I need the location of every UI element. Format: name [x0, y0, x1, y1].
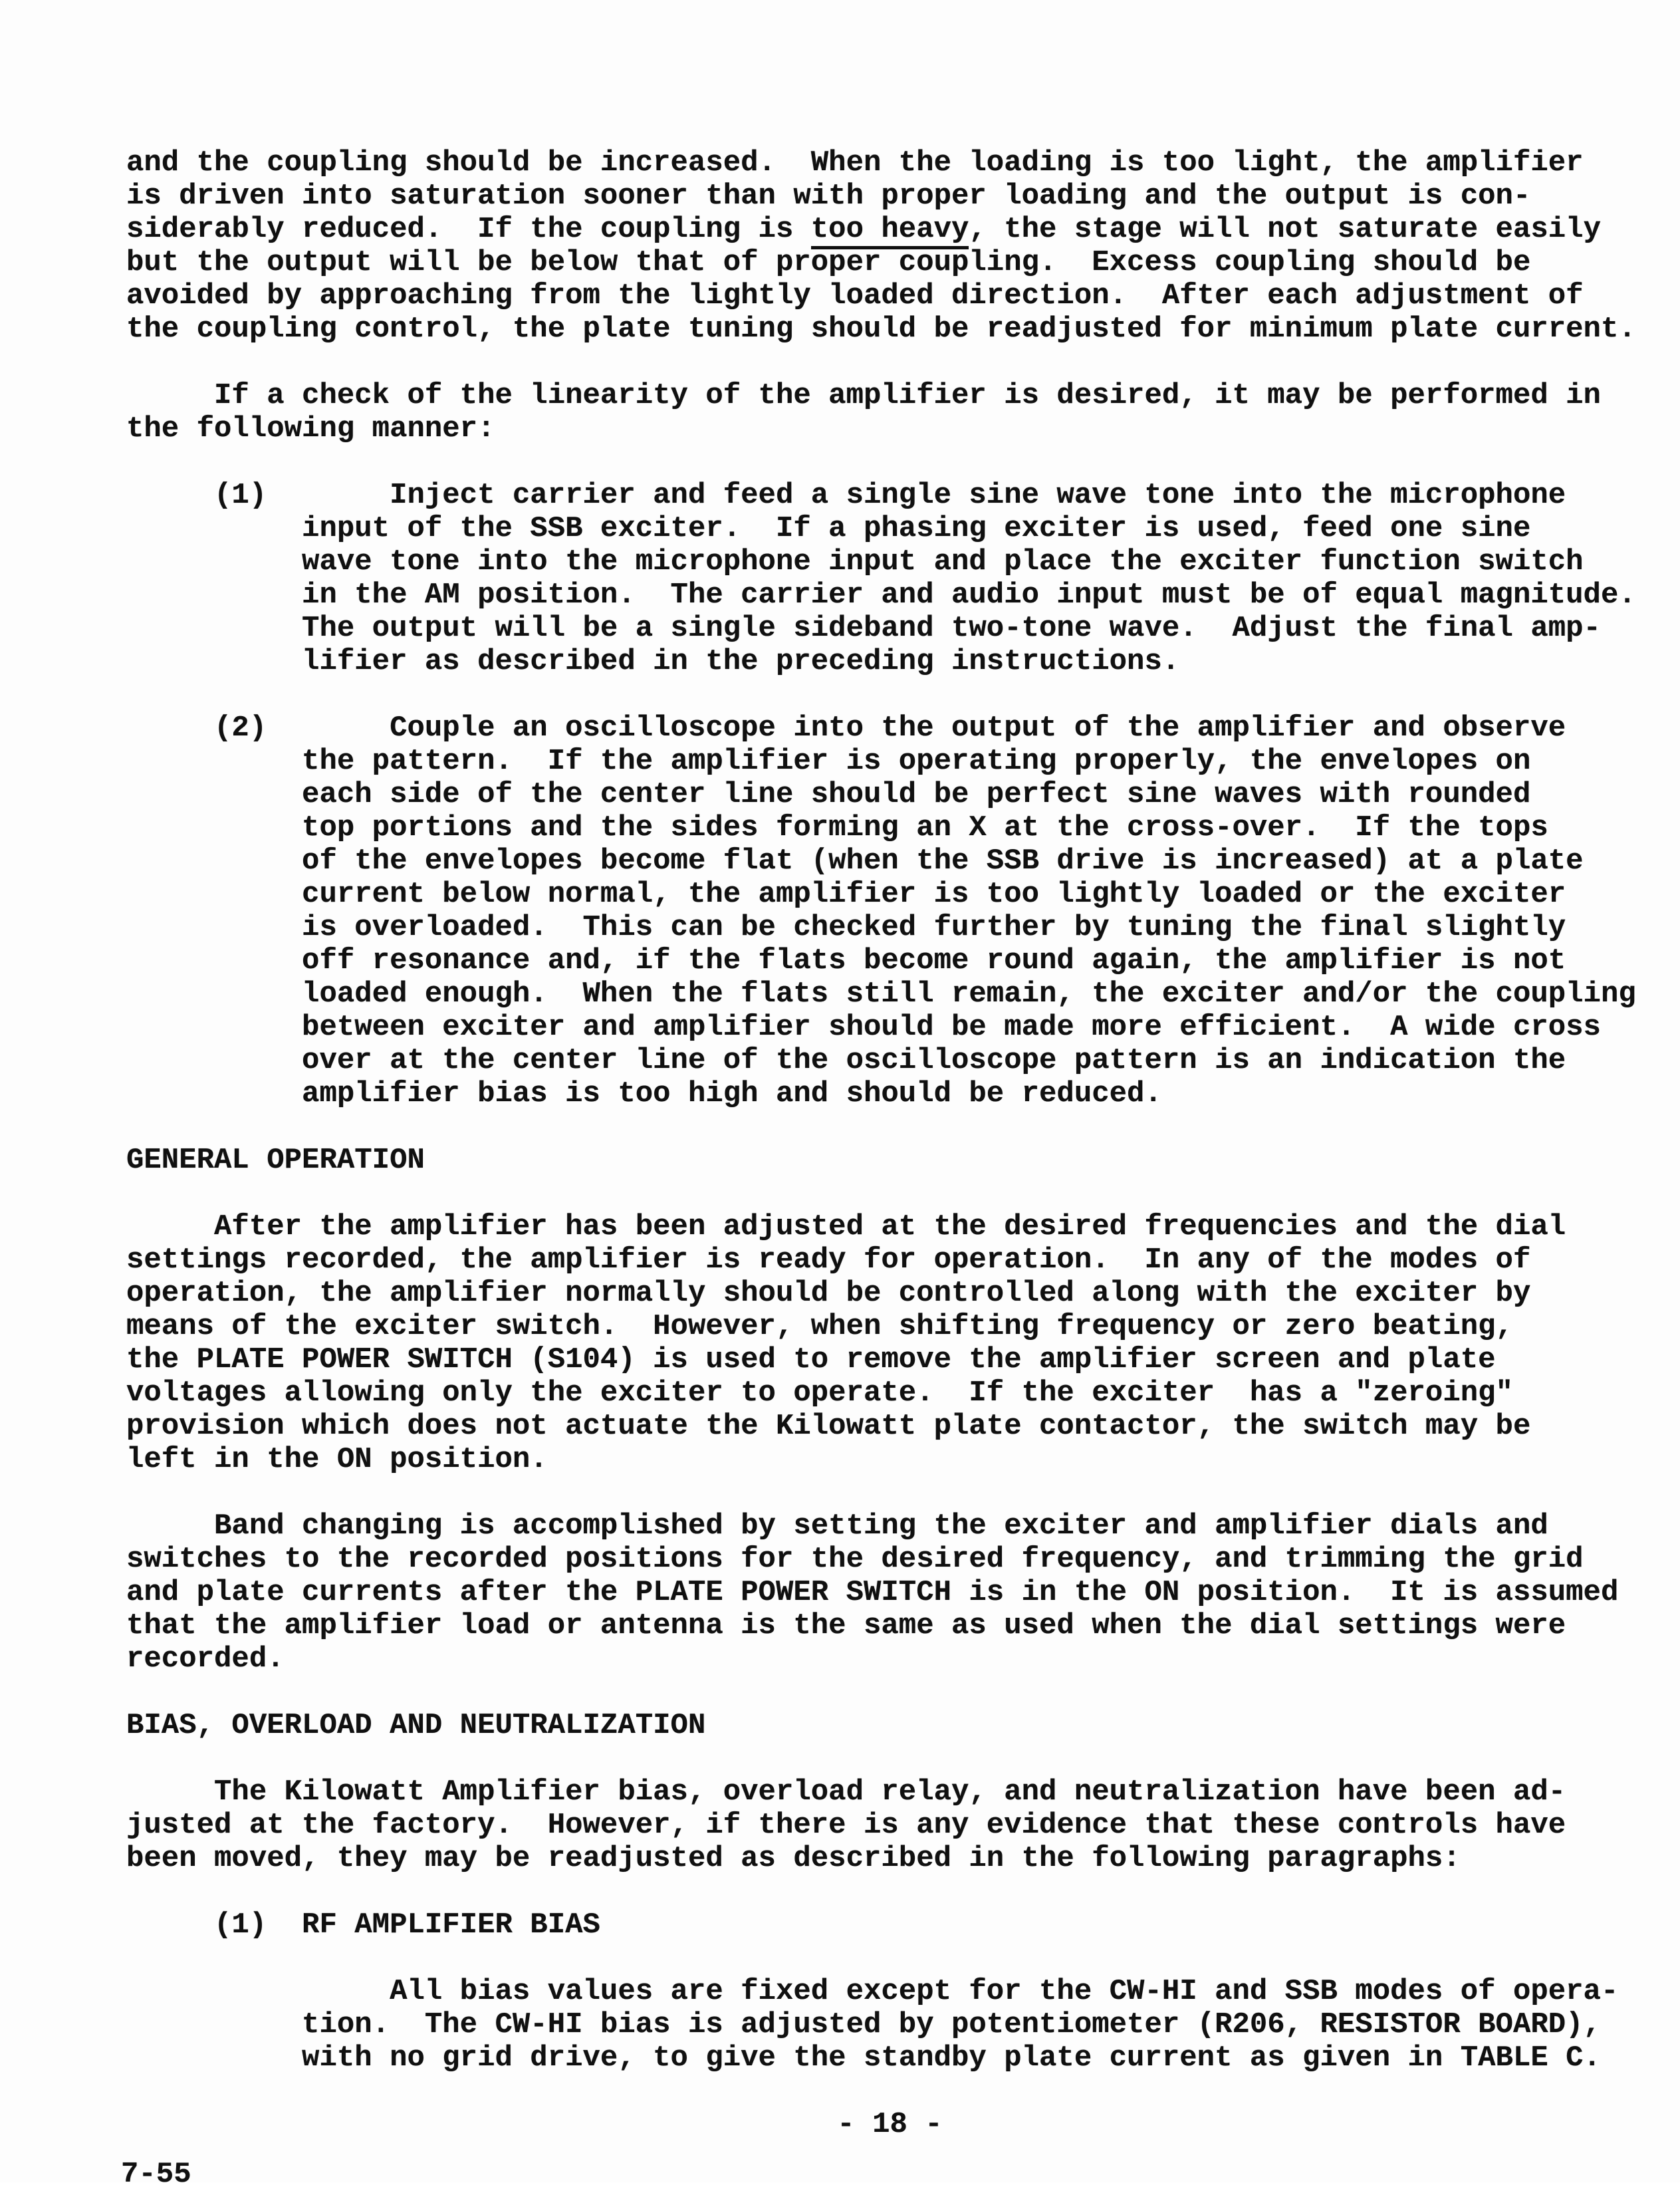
text-line: settings recorded, the amplifier is ready for operation. In any of the modes of — [126, 1243, 1531, 1277]
text-line: provision which does not actuate the Kilowatt plate contactor, the switch may be — [126, 1410, 1531, 1443]
text-line: is overloaded. This can be checked further by tuning the final slightly — [126, 911, 1566, 944]
section-heading-bias-overload-neutralization: BIAS, OVERLOAD AND NEUTRALIZATION — [126, 1709, 706, 1742]
text-line: the PLATE POWER SWITCH (S104) is used to remove the amplifier screen and plate — [126, 1343, 1496, 1376]
text-line: the following manner: — [126, 412, 495, 446]
list-item-1-inject-carrier — [126, 479, 1653, 678]
line-spacer — [126, 2075, 1653, 2108]
line-spacer — [126, 1476, 1653, 1509]
line-spacer — [126, 1676, 1653, 1709]
text-line: that the amplifier load or antenna is the same as used when the dial settings were — [126, 1609, 1566, 1642]
paragraph-linearity-check — [126, 379, 1653, 446]
text-line: If a check of the linearity of the amplifier is desired, it may be performed in — [126, 379, 1601, 412]
text-line: Band changing is accomplished by setting the exciter and amplifier dials and — [126, 1509, 1548, 1543]
page-number: - 18 - — [837, 2108, 943, 2141]
text-line: loaded enough. When the flats still remain, the exciter and/or the coupling — [126, 977, 1636, 1011]
text-line: wave tone into the microphone input and place the exciter function switch — [126, 545, 1584, 579]
text-line: amplifier bias is too high and should be reduced. — [126, 1077, 1162, 1110]
text-line: The Kilowatt Amplifier bias, overload relay, and neutralization have been ad- — [126, 1775, 1566, 1809]
text-line: left in the ON position. — [126, 1443, 548, 1476]
underlined-phrase: too heavy — [811, 213, 969, 249]
text-line: tion. The CW-HI bias is adjusted by potentiometer (R206, RESISTOR BOARD), — [126, 2008, 1601, 2041]
list-item-2-oscilloscope — [126, 711, 1653, 1110]
text-line: each side of the center line should be perfect sine waves with rounded — [126, 778, 1531, 811]
text-line: input of the SSB exciter. If a phasing exciter is used, feed one sine — [126, 512, 1531, 545]
line-spacer — [126, 1875, 1653, 1908]
text-line: over at the center line of the oscilloscope pattern is an indication the — [126, 1044, 1566, 1077]
text-segment: , the stage will not saturate easily — [969, 213, 1601, 246]
text-line: switches to the recorded positions for the desired frequency, and trimming the grid — [126, 1543, 1584, 1576]
line-spacer — [126, 678, 1653, 711]
text-line: between exciter and amplifier should be made more efficient. A wide cross — [126, 1011, 1601, 1044]
text-line: (2) Couple an oscilloscope into the output of the amplifier and observe — [126, 711, 1566, 745]
line-spacer — [126, 1177, 1653, 1210]
paragraph-bias-factory-adjusted — [126, 1775, 1653, 1875]
text-line: of the envelopes become flat (when the SSB drive is increased) at a plate — [126, 844, 1584, 878]
line-spacer — [126, 1110, 1653, 1144]
text-line: (1) Inject carrier and feed a single sine wave tone into the microphone — [126, 479, 1566, 512]
text-line: After the amplifier has been adjusted at the desired frequencies and the dial — [126, 1210, 1566, 1243]
text-line: All bias values are fixed except for the CW-HI and SSB modes of opera- — [126, 1975, 1619, 2008]
paragraph-band-changing — [126, 1509, 1653, 1676]
footer-document-code: 7-55 — [121, 2158, 191, 2191]
line-spacer — [126, 346, 1653, 379]
section-heading-general-operation: GENERAL OPERATION — [126, 1144, 425, 1177]
text-line: is driven into saturation sooner than with proper loading and the output is con- — [126, 180, 1531, 213]
text-line: lifier as described in the preceding instructions. — [126, 645, 1180, 678]
line-spacer — [126, 446, 1653, 479]
subheading-rf-amplifier-bias: (1) RF AMPLIFIER BIAS — [126, 1908, 600, 1942]
text-line: but the output will be below that of proper coupling. Excess coupling should be — [126, 246, 1531, 279]
line-spacer — [126, 1742, 1653, 1775]
text-line: means of the exciter switch. However, when shifting frequency or zero beating, — [126, 1310, 1513, 1343]
text-line: recorded. — [126, 1642, 285, 1676]
text-line: operation, the amplifier normally should be controlled along with the exciter by — [126, 1277, 1531, 1310]
text-line: top portions and the sides forming an X at the cross-over. If the tops — [126, 811, 1548, 844]
paragraph-general-operation-1 — [126, 1210, 1653, 1476]
paragraph-coupling — [126, 146, 1653, 346]
text-line: off resonance and, if the flats become round again, the amplifier is not — [126, 944, 1566, 977]
text-line: the coupling control, the plate tuning should be readjusted for minimum plate current. — [126, 313, 1636, 346]
text-line: been moved, they may be readjusted as described in the following paragraphs: — [126, 1842, 1461, 1875]
text-line: avoided by approaching from the lightly loaded direction. After each adjustment of — [126, 279, 1584, 313]
text-line: in the AM position. The carrier and audio input must be of equal magnitude. — [126, 579, 1636, 612]
text-segment: siderably reduced. If the coupling is — [126, 213, 811, 246]
text-line: and the coupling should be increased. When the loading is too light, the amplifier — [126, 146, 1584, 180]
text-line: voltages allowing only the exciter to operate. If the exciter has a "zeroing" — [126, 1376, 1513, 1410]
line-spacer — [126, 1942, 1653, 1975]
text-line: justed at the factory. However, if there is any evidence that these controls have — [126, 1809, 1566, 1842]
text-line: and plate currents after the PLATE POWER SWITCH is in the ON position. It is assumed — [126, 1576, 1619, 1609]
text-line: The output will be a single sideband two-tone wave. Adjust the final amp- — [126, 612, 1601, 645]
text-line: the pattern. If the amplifier is operating properly, the envelopes on — [126, 745, 1531, 778]
paragraph-rf-amplifier-bias — [126, 1975, 1653, 2075]
text-line: with no grid drive, to give the standby plate current as given in TABLE C. — [126, 2041, 1601, 2075]
text-line: current below normal, the amplifier is too lightly loaded or the exciter — [126, 878, 1566, 911]
text-line — [126, 213, 1653, 246]
